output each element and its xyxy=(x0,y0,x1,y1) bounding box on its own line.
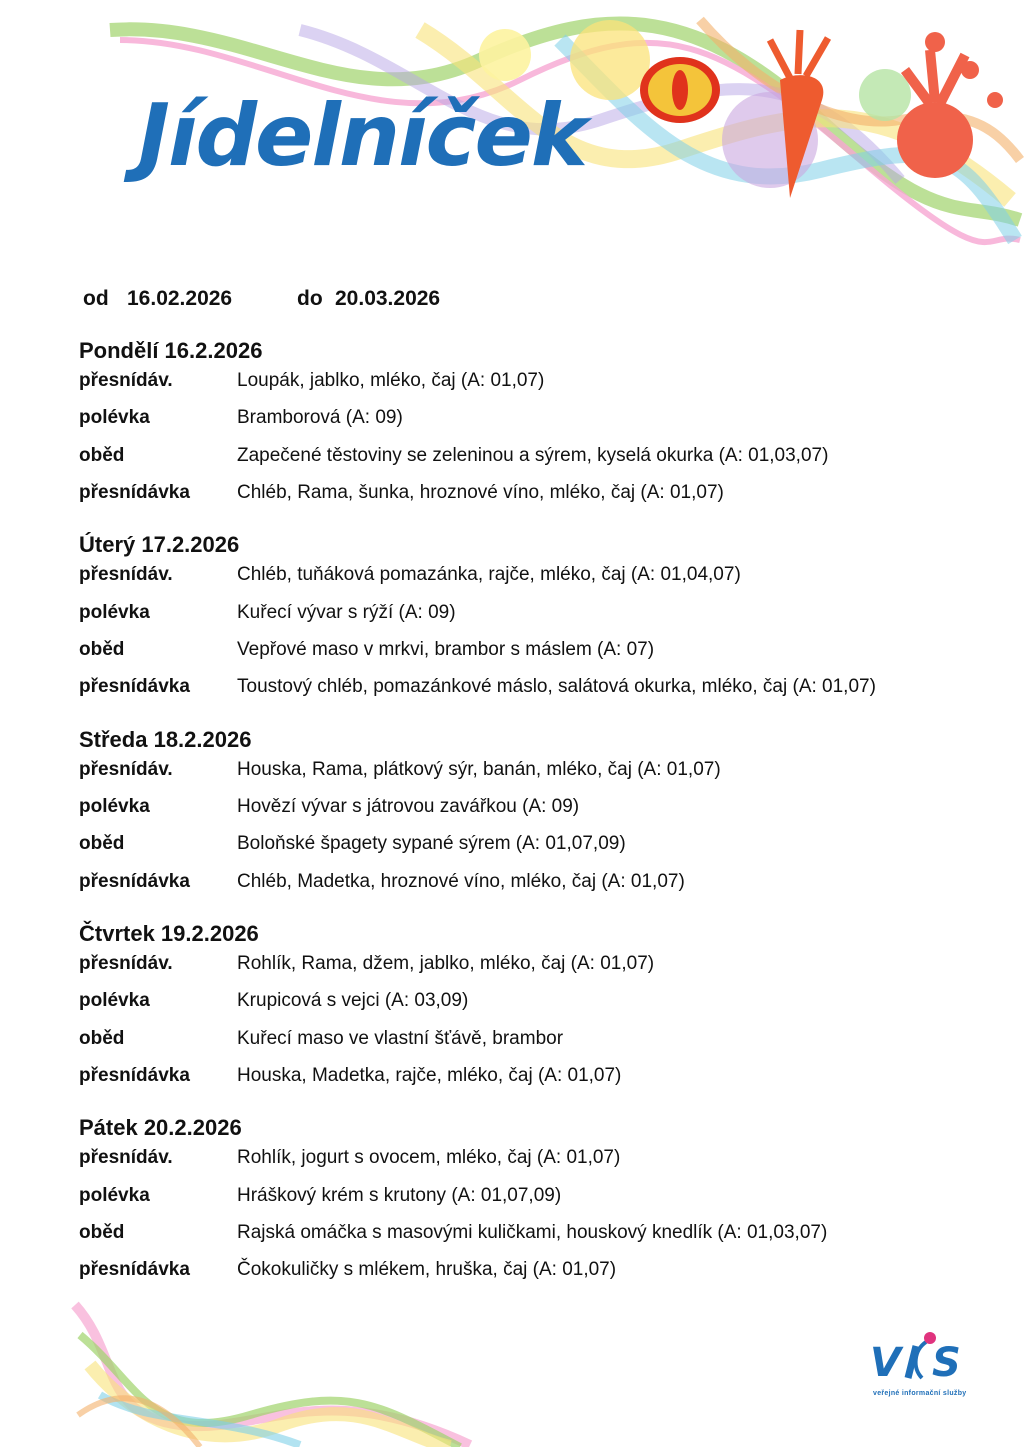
meal-text: Houska, Rama, plátkový sýr, banán, mléko, čaj (A: 01,07) xyxy=(237,758,721,780)
vis-logo-subtitle: veřejné informační služby xyxy=(873,1390,967,1397)
meal-text: Loupák, jablko, mléko, čaj (A: 01,07) xyxy=(237,370,545,391)
meal-text: Hráškový krém s krutony (A: 01,07,09) xyxy=(237,1184,562,1206)
footer-decoration xyxy=(0,1295,480,1447)
meal-row xyxy=(79,564,979,601)
meal-text: Chléb, Madetka, hroznové víno, mléko, čaj (A: 01,07) xyxy=(237,870,685,892)
meal-row xyxy=(79,639,979,676)
meal-row xyxy=(79,871,979,908)
meal-row xyxy=(79,676,979,713)
meal-label: oběd xyxy=(79,1027,125,1049)
day-title: Úterý 17.2.2026 xyxy=(79,532,240,558)
meal-text: Bramborová (A: 09) xyxy=(237,407,403,429)
svg-text:V: V xyxy=(870,1340,901,1386)
meal-text: Čokokuličky s mlékem, hruška, čaj (A: 01,07) xyxy=(237,1259,617,1281)
meal-label: polévka xyxy=(79,601,150,623)
day-title: Pátek 20.2.2026 xyxy=(79,1115,242,1141)
day-title: Pondělí 16.2.2026 xyxy=(79,338,263,363)
meal-row xyxy=(79,482,979,519)
meal-label: oběd xyxy=(79,1221,125,1243)
meal-label: přesnídávka xyxy=(79,1065,190,1087)
meal-row xyxy=(79,1065,979,1102)
meal-label: polévka xyxy=(79,795,150,817)
meal-label: přesnídáv. xyxy=(79,1147,173,1169)
meal-label: oběd xyxy=(79,833,125,855)
meal-label: přesnídáv. xyxy=(79,370,173,391)
meal-text: Vepřové maso v mrkvi, brambor s máslem (A: 07) xyxy=(237,639,655,661)
meal-row xyxy=(79,407,979,444)
meal-text: Zapečené těstoviny se zeleninou a sýrem, kyselá okurka (A: 01,03,07) xyxy=(237,444,829,466)
meal-label: přesnídávka xyxy=(79,482,190,504)
meal-row xyxy=(79,990,979,1027)
meal-row xyxy=(79,953,979,990)
svg-text:S: S xyxy=(932,1340,961,1386)
meal-text: Chléb, tuňáková pomazánka, rajče, mléko, čaj (A: 01,04,07) xyxy=(237,564,741,586)
date-from: 16.02.2026 xyxy=(127,287,233,310)
meal-label: přesnídávka xyxy=(79,870,190,892)
meal-label: přesnídáv. xyxy=(79,564,173,586)
day-thursday xyxy=(79,920,979,1114)
meal-label: polévka xyxy=(79,990,150,1012)
meal-row xyxy=(79,602,979,639)
meal-row xyxy=(79,1185,979,1222)
meal-label: polévka xyxy=(79,407,150,429)
date-range xyxy=(83,287,440,311)
meal-label: oběd xyxy=(79,444,125,466)
day-wednesday xyxy=(79,726,979,920)
meal-text: Kuřecí vývar s rýží (A: 09) xyxy=(237,601,456,623)
day-tuesday xyxy=(79,531,979,725)
meal-text: Krupicová s vejci (A: 03,09) xyxy=(237,990,469,1012)
meal-text: Houska, Madetka, rajče, mléko, čaj (A: 01,07) xyxy=(237,1065,622,1087)
meal-label: přesnídávka xyxy=(79,676,190,698)
meal-label: přesnídáv. xyxy=(79,758,173,780)
date-from-label: od xyxy=(83,287,109,310)
meal-row xyxy=(79,1222,979,1259)
meal-row xyxy=(79,1259,979,1296)
tomato-slice-icon xyxy=(640,57,720,123)
meal-text: Boloňské špagety sypané sýrem (A: 01,07,09) xyxy=(237,833,626,855)
meal-text: Rohlík, jogurt s ovocem, mléko, čaj (A: 01,07) xyxy=(237,1147,621,1169)
date-to: 20.03.2026 xyxy=(335,287,441,310)
meal-text: Kuřecí maso ve vlastní šťávě, brambor xyxy=(237,1027,564,1049)
meal-row xyxy=(79,796,979,833)
meal-label: oběd xyxy=(79,639,125,661)
meal-label: polévka xyxy=(79,1184,150,1206)
meal-label: přesnídávka xyxy=(79,1259,190,1281)
meal-row xyxy=(79,833,979,870)
day-title: Čtvrtek 19.2.2026 xyxy=(79,920,259,946)
meal-text: Rajská omáčka s masovými kuličkami, houskový knedlík (A: 01,03,07) xyxy=(237,1221,828,1243)
day-monday xyxy=(79,337,979,531)
day-friday xyxy=(79,1114,979,1308)
meal-text: Rohlík, Rama, džem, jablko, mléko, čaj (A: 01,07) xyxy=(237,952,655,974)
meal-text: Hovězí vývar s játrovou zavářkou (A: 09) xyxy=(237,795,580,817)
meal-row xyxy=(79,1028,979,1065)
day-title: Středa 18.2.2026 xyxy=(79,726,252,752)
meal-row xyxy=(79,1147,979,1184)
beetroot-icon xyxy=(897,32,1003,178)
meal-row xyxy=(79,370,979,407)
menu-days xyxy=(79,337,979,1308)
meal-row xyxy=(79,759,979,796)
page-title: Jídelníček xyxy=(138,86,587,186)
meal-text: Toustový chléb, pomazánkové máslo, salátová okurka, mléko, čaj (A: 01,07) xyxy=(237,676,876,698)
meal-row xyxy=(79,445,979,482)
meal-text: Chléb, Rama, šunka, hroznové víno, mléko, čaj (A: 01,07) xyxy=(237,482,724,504)
meal-label: přesnídáv. xyxy=(79,952,173,974)
date-to-label: do xyxy=(297,287,323,310)
